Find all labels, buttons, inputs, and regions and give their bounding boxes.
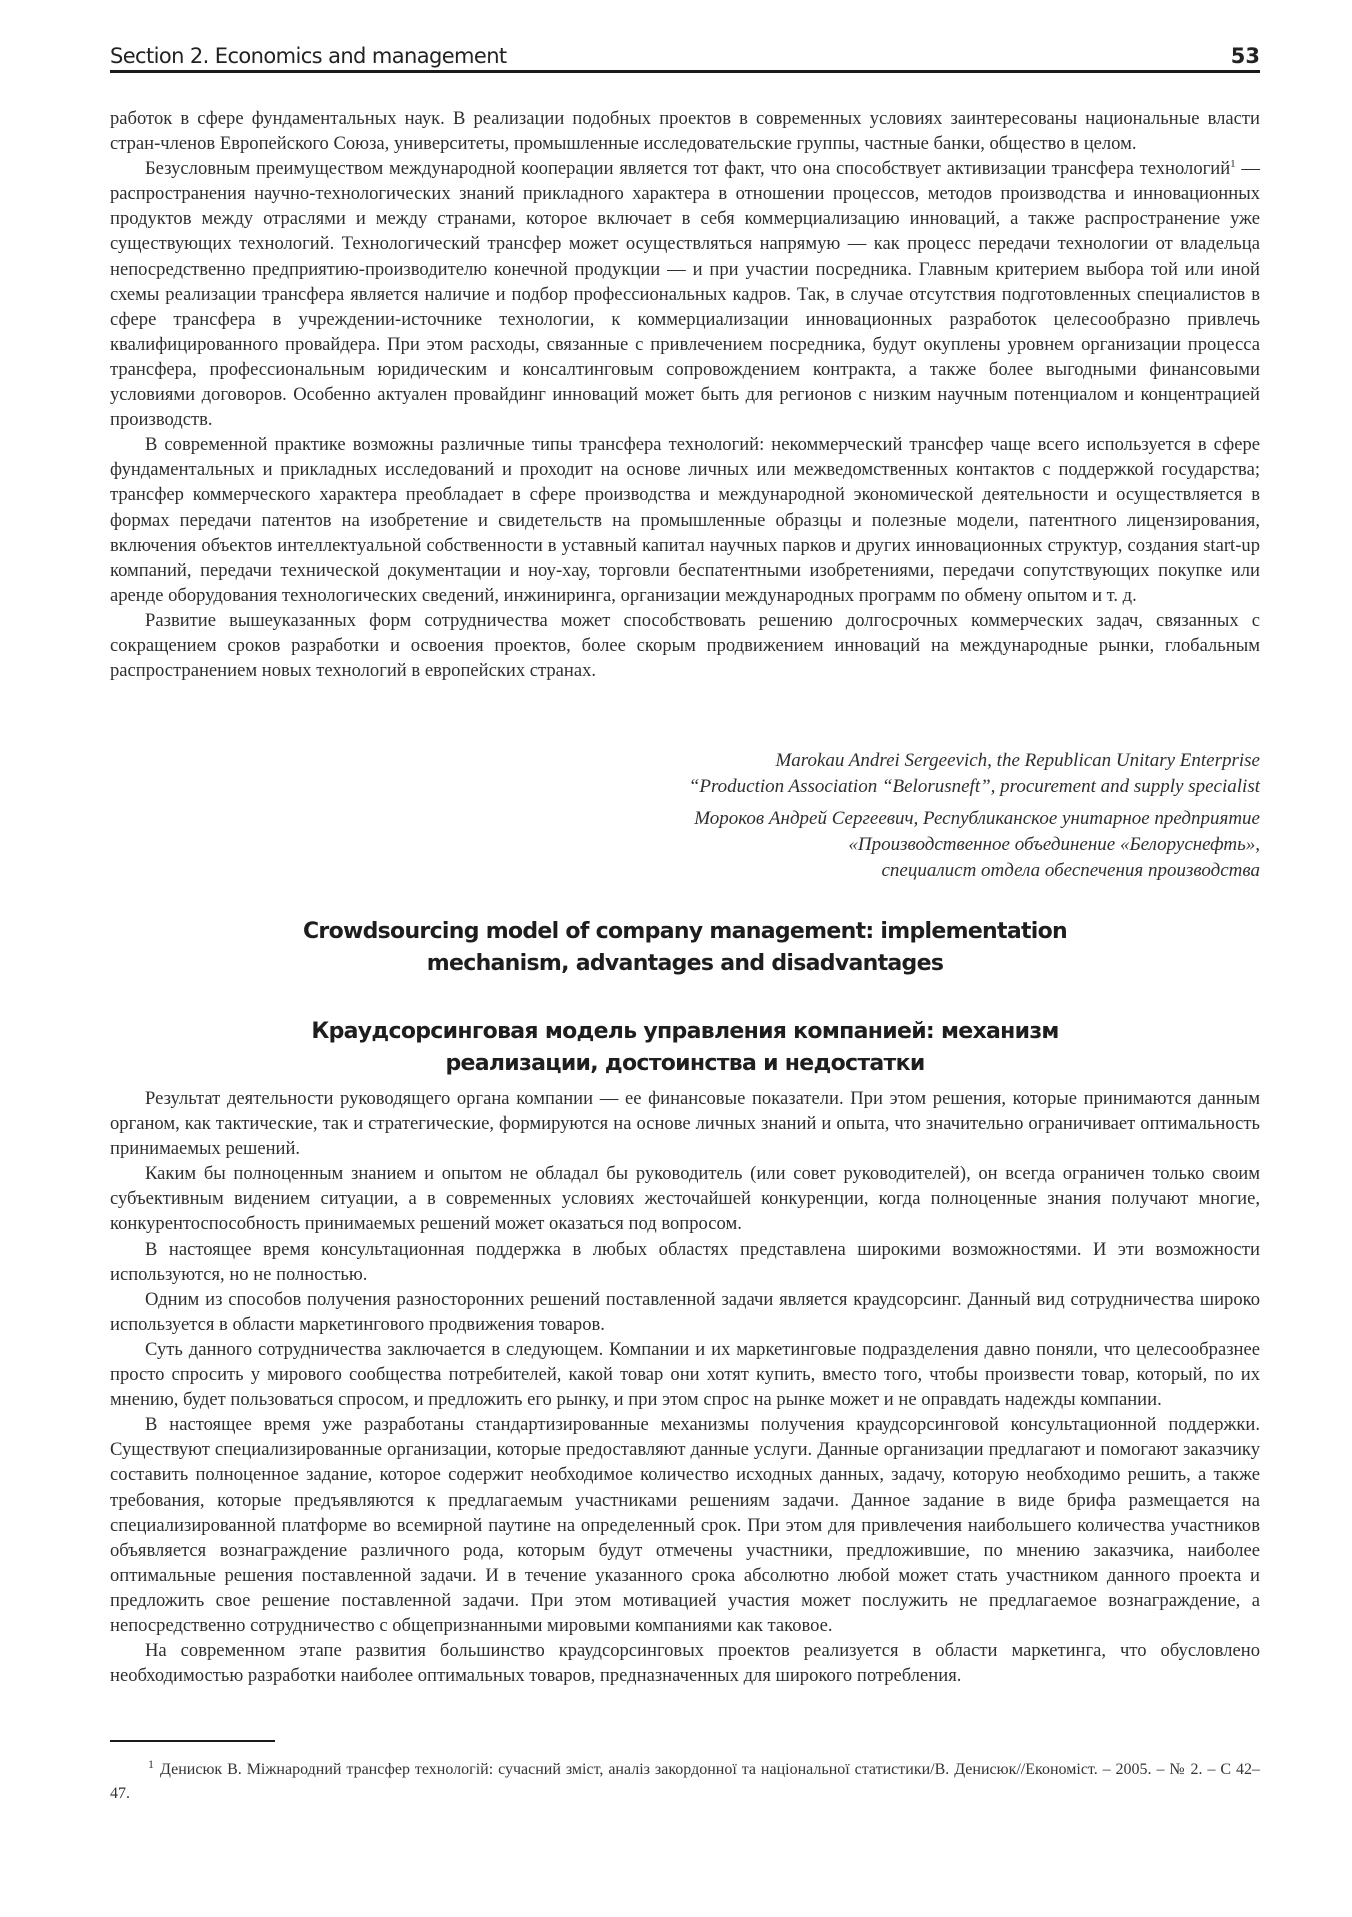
previous-article-body bbox=[110, 106, 1260, 683]
author-affiliation bbox=[460, 748, 1260, 884]
footnote-text: Денисюк В. Міжнародний трансфер технологій: сучасний зміст, аналіз закордонної та національної статистики/В. Денисюк//Економіст. – 2005. – № 2. – С 42–47. bbox=[110, 1761, 1260, 1802]
title-line: Crowdsourcing model of company management: implementation bbox=[302, 919, 1068, 944]
author-ru-line: специалист отдела обеспечения производства bbox=[881, 860, 1260, 881]
section-title: Section 2. Economics and management bbox=[110, 44, 507, 68]
title-line: реализации, достоинства и недостатки bbox=[445, 1051, 925, 1076]
footnote bbox=[110, 1752, 1260, 1806]
paragraph: Одним из способов получения разносторонних решений поставленной задачи является краудсорсинг. Данный вид сотрудничества широко используется в области маркетингового продвижения товаров. bbox=[110, 1288, 1260, 1335]
paragraph: Каким бы полноценным знанием и опытом не обладал бы руководитель (или совет руководителей), он всегда ограничен только своим субъективным видением ситуации, а в современных условиях жесточайшей конкуренции, когда полноценные знания получают многие, конкурентоспособность принимаемых решений может оказаться под вопросом. bbox=[110, 1163, 1260, 1235]
paragraph-text: Безусловным преимуществом международной кооперации является тот факт, что она способствует активизации трансфера технологий bbox=[145, 158, 1231, 180]
paragraph: На современном этапе развития большинство краудсорсинговых проектов реализуется в области маркетинга, что обусловлено необходимостью разработки наиболее оптимальных товаров, предназначенных для широкого потребления. bbox=[110, 1640, 1260, 1687]
paragraph: Результат деятельности руководящего органа компании — ее финансовые показатели. При этом решения, которые принимаются данным органом, как тактические, так и стратегические, формируются на основе личных знаний и опыта, что значительно ограничивает оптимальность принимаемых решений. bbox=[110, 1088, 1260, 1160]
paragraph: работок в сфере фундаментальных наук. В реализации подобных проектов в современных условиях заинтересованы национальные власти стран-членов Европейского Союза, университеты, промышленные исследовательские группы, частные банки, общество в целом. bbox=[110, 108, 1260, 155]
running-head bbox=[110, 40, 1260, 73]
title-line: mechanism, advantages and disadvantages bbox=[426, 951, 944, 976]
author-ru-line: «Производственное объединение «Белоруснефть», bbox=[848, 834, 1260, 855]
footnote-divider bbox=[110, 1740, 275, 1742]
footnote-reference[interactable]: 1 bbox=[1230, 158, 1236, 171]
paragraph-text: — распространения научно-технологических знаний прикладного характера в отношении процессов, методов производства и инновационных продуктов между отраслями и между странами, которое включает в себя коммерциализацию инноваций, а также распространение уже существующих технологий. Технологический трансфер может осуществляться напрямую — как процесс передачи технологии от владельца непосредственно предприятию-производителю конечной продукции — и при участии посредника. Главным критерием выбора той или иной схемы реализации трансфера является наличие и подбор профессиональных кадров. Так, в случае отсутствия подготовленных специалистов в сфере трансфера в учреждении-источнике технологии, к коммерциализации инновационных разработок целесообразно привлечь квалифицированного провайдера. При этом расходы, связанные с привлечением посредника, будут окуплены уровнем организации процесса трансфера, профессиональным юридическим и консалтинговым сопровождением контракта, а также более выгодными финансовыми условиями договоров. Особенно актуален провайдинг инноваций может быть для регионов с низким научным потенциалом и концентрацией производств. bbox=[110, 158, 1260, 431]
paragraph: В настоящее время консультационная поддержка в любых областях представлена широкими возможностями. И эти возможности используются, но не полностью. bbox=[110, 1238, 1260, 1285]
article-title-ru bbox=[110, 1016, 1260, 1080]
author-ru-line: Мороков Андрей Сергеевич, Республиканское унитарное предприятие bbox=[694, 808, 1260, 829]
paragraph: Развитие вышеуказанных форм сотрудничества может способствовать решению долгосрочных коммерческих задач, связанных с сокращением сроков разработки и освоения проектов, более скорым продвижением инноваций на международные рынки, глобальным распространением новых технологий в европейских странах. bbox=[110, 609, 1260, 682]
article-body bbox=[110, 1086, 1260, 1688]
paragraph bbox=[110, 156, 1260, 432]
paragraph: В настоящее время уже разработаны стандартизированные механизмы получения краудсорсинговой консультационной поддержки. Существуют специализированные организации, которые предоставляют данные услуги. Данные организации предлагают и помогают заказчику составить полноценное задание, которое содержит необходимое количество исходных данных, задачу, которую необходимо решить, а также требования, которые предъявляются к предлагаемым участниками решениям задачи. Данное задание в виде брифа размещается на специализированной платформе во всемирной паутине на определенный срок. При этом для привлечения наибольшего количества участников объявляется вознаграждение различного рода, которым будут отмечены участники, предложившие, по мнению заказчика, наиболее оптимальные решения поставленной задачи. И в течение указанного срока абсолютно любой может стать участником данного проекта и предложить свое решение поставленной задачи. При этом мотивацией участия может послужить не предлагаемое вознаграждение, а непосредственно сотрудничество с общепризнанными мировыми компаниями как таковое. bbox=[110, 1414, 1260, 1636]
title-line: Краудсорсинговая модель управления компанией: механизм bbox=[311, 1019, 1059, 1044]
author-en-line: “Production Association “Belorusneft”, procurement and supply specialist bbox=[688, 776, 1260, 797]
article-title-en bbox=[110, 916, 1260, 980]
paragraph: В современной практике возможны различные типы трансфера технологий: некоммерческий трансфер чаще всего используется в сфере фундаментальных и прикладных исследований и проходит на основе личных или межведомственных контактов с поддержкой государства; трансфер коммерческого характера преобладает в сфере производства и международной экономической деятельности и осуществляется в формах передачи патентов на изобретение и свидетельств на промышленные образцы и полезные модели, патентного лицензирования, включения объектов интеллектуальной собственности в уставный капитал научных парков и других инновационных структур, создания start-up компаний, передачи технической документации и ноу-хау, торговли беспатентными изобретениями, передачи сопутствующих покупке или аренде оборудования технологических сведений, инжиниринга, организации международных программ по обмену опытом и т. д. bbox=[110, 434, 1260, 606]
author-en-line: Marokau Andrei Sergeevich, the Republican Unitary Enterprise bbox=[775, 750, 1260, 771]
footnote-number: 1 bbox=[148, 1757, 154, 1771]
paragraph: Суть данного сотрудничества заключается в следующем. Компании и их маркетинговые подразделения давно поняли, что целесообразнее просто спросить у мирового сообщества потребителей, какой товар они хотят купить, вместо того, чтобы произвести товар, который, по их мнению, будет пользоваться спросом, и предложить его рынку, и при этом спрос на рынке может и не оправдать надежды компании. bbox=[110, 1338, 1260, 1411]
page-number: 53 bbox=[1230, 44, 1260, 68]
